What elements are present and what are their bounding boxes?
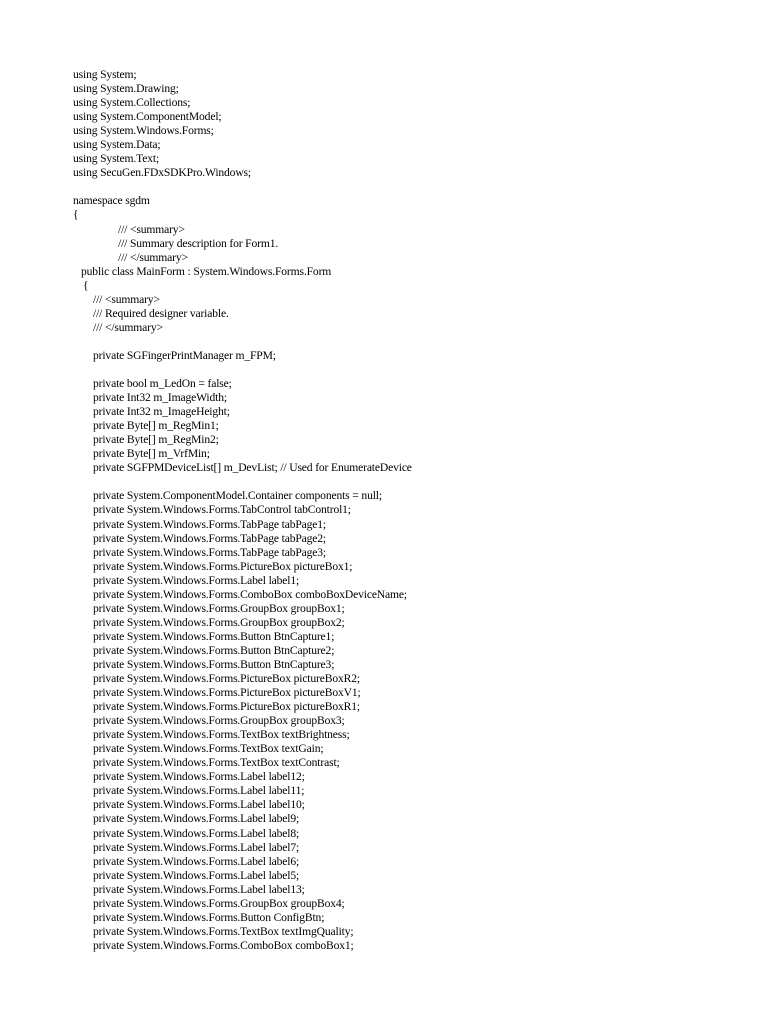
code-line: private System.Windows.Forms.Label label12;: [93, 770, 305, 784]
code-line: private System.Windows.Forms.Button BtnCapture1;: [93, 629, 335, 643]
code-line: private System.Windows.Forms.GroupBox groupBox1;: [93, 601, 345, 615]
code-line: private System.ComponentModel.Container components = null;: [93, 489, 382, 503]
code-line: private System.Windows.Forms.ComboBox comboBoxDeviceName;: [93, 587, 407, 601]
code-line: private System.Windows.Forms.ComboBox comboBox1;: [93, 938, 354, 952]
code-listing: [73, 68, 753, 953]
code-line: using System.Drawing;: [73, 82, 179, 96]
code-line: using System.Text;: [73, 152, 160, 166]
code-line: private System.Windows.Forms.Label label11;: [93, 784, 305, 798]
code-line: private System.Windows.Forms.Label label5;: [93, 868, 300, 882]
code-line: private System.Windows.Forms.TextBox textImgQuality;: [93, 924, 354, 938]
code-line: private System.Windows.Forms.TextBox textBrightness;: [93, 728, 350, 742]
code-line: using System.Collections;: [73, 96, 191, 110]
blank-line: [73, 363, 753, 377]
code-line: private System.Windows.Forms.Button BtnCapture3;: [93, 657, 335, 671]
code-line: /// Required designer variable.: [93, 306, 229, 320]
code-line: private System.Windows.Forms.PictureBox pictureBoxR1;: [93, 700, 360, 714]
code-line: /// <summary>: [93, 292, 160, 306]
code-line: private Int32 m_ImageHeight;: [93, 405, 230, 419]
code-line: private System.Windows.Forms.Label label7;: [93, 840, 300, 854]
code-line: private System.Windows.Forms.Label label13;: [93, 882, 305, 896]
code-line: private System.Windows.Forms.TabPage tabPage1;: [93, 517, 327, 531]
code-line: private System.Windows.Forms.Label label1;: [93, 573, 300, 587]
code-line: private System.Windows.Forms.Label label10;: [93, 798, 305, 812]
code-line: private Byte[] m_VrfMin;: [93, 447, 210, 461]
code-line: private System.Windows.Forms.TextBox textContrast;: [93, 756, 340, 770]
code-line: private System.Windows.Forms.PictureBox pictureBox1;: [93, 559, 353, 573]
code-line: using SecuGen.FDxSDKPro.Windows;: [73, 166, 251, 180]
code-line: private System.Windows.Forms.Label label8;: [93, 826, 300, 840]
code-line: private System.Windows.Forms.PictureBox pictureBoxV1;: [93, 686, 361, 700]
code-line: namespace sgdm: [73, 194, 150, 208]
code-line: private Int32 m_ImageWidth;: [93, 391, 227, 405]
code-line: /// </summary>: [118, 250, 188, 264]
code-line: private System.Windows.Forms.TextBox textGain;: [93, 742, 324, 756]
code-line: /// Summary description for Form1.: [118, 236, 279, 250]
code-line: using System.Data;: [73, 138, 161, 152]
code-line: private System.Windows.Forms.TabControl tabControl1;: [93, 503, 351, 517]
code-line: private System.Windows.Forms.Button BtnCapture2;: [93, 643, 335, 657]
code-line: private System.Windows.Forms.PictureBox pictureBoxR2;: [93, 672, 360, 686]
code-line: public class MainForm : System.Windows.Forms.Form: [81, 264, 332, 278]
code-line: private SGFPMDeviceList[] m_DevList; // Used for EnumerateDevice: [93, 461, 412, 475]
code-line: {: [73, 208, 79, 222]
code-line: using System.Windows.Forms;: [73, 124, 214, 138]
code-line: /// </summary>: [93, 320, 163, 334]
code-line: using System;: [73, 68, 137, 81]
code-line: private System.Windows.Forms.TabPage tabPage3;: [93, 545, 327, 559]
code-line: private System.Windows.Forms.Button ConfigBtn;: [93, 910, 325, 924]
code-line: {: [83, 278, 89, 292]
code-line: private SGFingerPrintManager m_FPM;: [93, 348, 276, 362]
code-line: private bool m_LedOn = false;: [93, 377, 232, 391]
code-line: /// <summary>: [118, 222, 185, 236]
code-line: private System.Windows.Forms.Label label6;: [93, 854, 300, 868]
code-line: private System.Windows.Forms.GroupBox groupBox4;: [93, 896, 345, 910]
code-line: using System.ComponentModel;: [73, 110, 222, 124]
code-line: private System.Windows.Forms.Label label9;: [93, 812, 300, 826]
blank-line: [73, 180, 753, 194]
code-line: private Byte[] m_RegMin1;: [93, 419, 219, 433]
blank-line: [73, 335, 753, 349]
code-line: private System.Windows.Forms.GroupBox groupBox2;: [93, 615, 345, 629]
blank-line: [73, 475, 753, 489]
code-line: private System.Windows.Forms.GroupBox groupBox3;: [93, 714, 345, 728]
code-line: private System.Windows.Forms.TabPage tabPage2;: [93, 531, 327, 545]
code-line: private Byte[] m_RegMin2;: [93, 433, 219, 447]
